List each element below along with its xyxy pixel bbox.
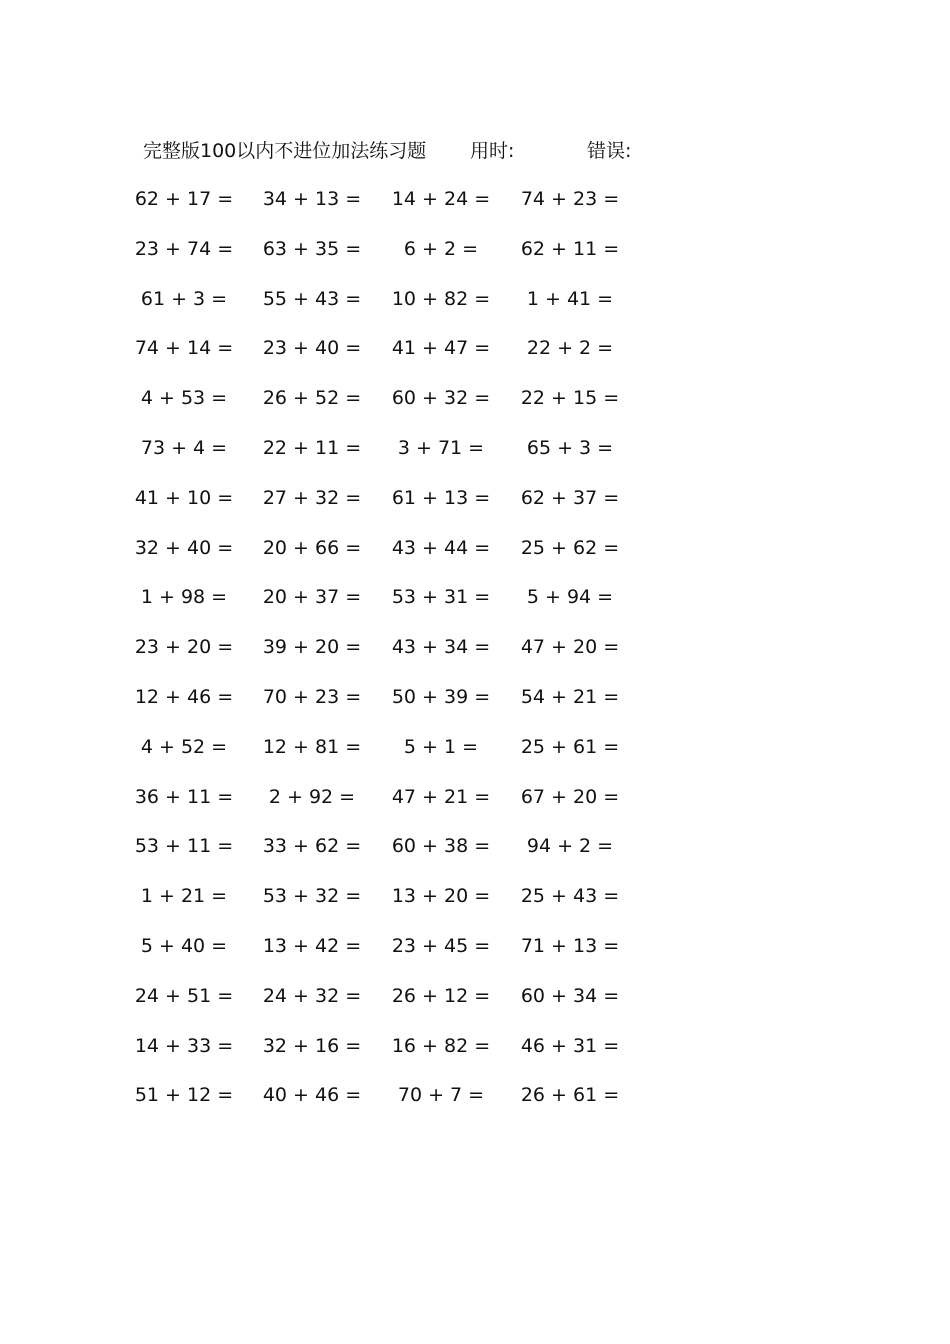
- problem-item: 20 + 66 =: [262, 536, 362, 559]
- problem-row: [0, 283, 950, 333]
- problem-row: [0, 880, 950, 930]
- problem-item: 62 + 11 =: [520, 237, 620, 260]
- problem-item: 61 + 13 =: [391, 486, 491, 509]
- problem-item: 71 + 13 =: [520, 934, 620, 957]
- problem-item: 60 + 34 =: [520, 984, 620, 1007]
- worksheet-header: [0, 136, 950, 166]
- page-title: 完整版100以内不进位加法练习题: [143, 140, 427, 162]
- problem-row: [0, 681, 950, 731]
- problem-row: [0, 781, 950, 831]
- problem-row: [0, 233, 950, 283]
- problem-item: 4 + 53 =: [140, 387, 228, 410]
- problem-item: 12 + 81 =: [262, 735, 362, 758]
- problem-item: 13 + 20 =: [391, 885, 491, 908]
- problem-item: 13 + 42 =: [262, 934, 362, 957]
- problem-row: [0, 980, 950, 1030]
- problem-item: 36 + 11 =: [134, 785, 234, 808]
- problem-item: 39 + 20 =: [262, 636, 362, 659]
- problem-item: 46 + 31 =: [520, 1034, 620, 1057]
- problem-item: 23 + 45 =: [391, 934, 491, 957]
- problem-item: 60 + 32 =: [391, 387, 491, 410]
- problem-item: 67 + 20 =: [520, 785, 620, 808]
- problem-item: 50 + 39 =: [391, 685, 491, 708]
- problem-item: 1 + 41 =: [526, 287, 614, 310]
- problem-item: 74 + 23 =: [520, 188, 620, 210]
- problem-item: 22 + 15 =: [520, 387, 620, 410]
- problem-item: 22 + 11 =: [262, 436, 362, 459]
- problem-item: 51 + 12 =: [134, 1084, 234, 1107]
- problem-item: 43 + 34 =: [391, 636, 491, 659]
- problem-row: [0, 731, 950, 781]
- problem-item: 1 + 98 =: [140, 586, 228, 609]
- problem-row: [0, 581, 950, 631]
- problem-item: 53 + 32 =: [262, 885, 362, 908]
- problem-row: [0, 631, 950, 681]
- problem-item: 53 + 11 =: [134, 835, 234, 858]
- problem-item: 94 + 2 =: [526, 835, 614, 858]
- problem-item: 22 + 2 =: [526, 337, 614, 360]
- problem-item: 23 + 20 =: [134, 636, 234, 659]
- problem-item: 14 + 24 =: [391, 188, 491, 210]
- problem-item: 25 + 62 =: [520, 536, 620, 559]
- problem-item: 5 + 94 =: [526, 586, 614, 609]
- problem-item: 34 + 13 =: [262, 188, 362, 210]
- problem-item: 12 + 46 =: [134, 685, 234, 708]
- problem-item: 43 + 44 =: [391, 536, 491, 559]
- error-label: 错误:: [587, 140, 632, 162]
- problem-row: [0, 532, 950, 582]
- problem-row: [0, 930, 950, 980]
- problem-item: 25 + 43 =: [520, 885, 620, 908]
- problem-item: 26 + 61 =: [520, 1084, 620, 1107]
- problem-item: 53 + 31 =: [391, 586, 491, 609]
- problem-item: 54 + 21 =: [520, 685, 620, 708]
- problem-item: 47 + 21 =: [391, 785, 491, 808]
- problem-item: 73 + 4 =: [140, 436, 228, 459]
- problem-item: 5 + 40 =: [140, 934, 228, 957]
- problem-item: 55 + 43 =: [262, 287, 362, 310]
- problem-item: 1 + 21 =: [140, 885, 228, 908]
- problem-row: [0, 183, 950, 233]
- problem-item: 62 + 17 =: [134, 188, 234, 210]
- problem-item: 74 + 14 =: [134, 337, 234, 360]
- problem-item: 41 + 47 =: [391, 337, 491, 360]
- problem-item: 40 + 46 =: [262, 1084, 362, 1107]
- problem-row: [0, 1079, 950, 1129]
- problem-item: 62 + 37 =: [520, 486, 620, 509]
- problem-item: 4 + 52 =: [140, 735, 228, 758]
- problem-grid: [0, 183, 950, 1129]
- problem-item: 27 + 32 =: [262, 486, 362, 509]
- problem-item: 26 + 12 =: [391, 984, 491, 1007]
- problem-item: 70 + 7 =: [397, 1084, 485, 1107]
- problem-item: 61 + 3 =: [140, 287, 228, 310]
- problem-item: 32 + 16 =: [262, 1034, 362, 1057]
- problem-item: 24 + 51 =: [134, 984, 234, 1007]
- problem-item: 24 + 32 =: [262, 984, 362, 1007]
- problem-row: [0, 1030, 950, 1080]
- problem-row: [0, 382, 950, 432]
- problem-item: 16 + 82 =: [391, 1034, 491, 1057]
- problem-item: 14 + 33 =: [134, 1034, 234, 1057]
- problem-row: [0, 830, 950, 880]
- problem-item: 23 + 74 =: [134, 237, 234, 260]
- problem-item: 3 + 71 =: [397, 436, 485, 459]
- problem-item: 10 + 82 =: [391, 287, 491, 310]
- problem-item: 2 + 92 =: [268, 785, 356, 808]
- problem-item: 33 + 62 =: [262, 835, 362, 858]
- problem-item: 32 + 40 =: [134, 536, 234, 559]
- problem-item: 63 + 35 =: [262, 237, 362, 260]
- problem-item: 5 + 1 =: [403, 735, 479, 758]
- problem-item: 6 + 2 =: [403, 237, 479, 260]
- time-label: 用时:: [470, 140, 515, 162]
- problem-row: [0, 432, 950, 482]
- problem-item: 70 + 23 =: [262, 685, 362, 708]
- problem-item: 26 + 52 =: [262, 387, 362, 410]
- problem-item: 20 + 37 =: [262, 586, 362, 609]
- problem-row: [0, 332, 950, 382]
- problem-row: [0, 482, 950, 532]
- problem-item: 65 + 3 =: [526, 436, 614, 459]
- problem-item: 23 + 40 =: [262, 337, 362, 360]
- problem-item: 25 + 61 =: [520, 735, 620, 758]
- problem-item: 41 + 10 =: [134, 486, 234, 509]
- problem-item: 60 + 38 =: [391, 835, 491, 858]
- problem-item: 47 + 20 =: [520, 636, 620, 659]
